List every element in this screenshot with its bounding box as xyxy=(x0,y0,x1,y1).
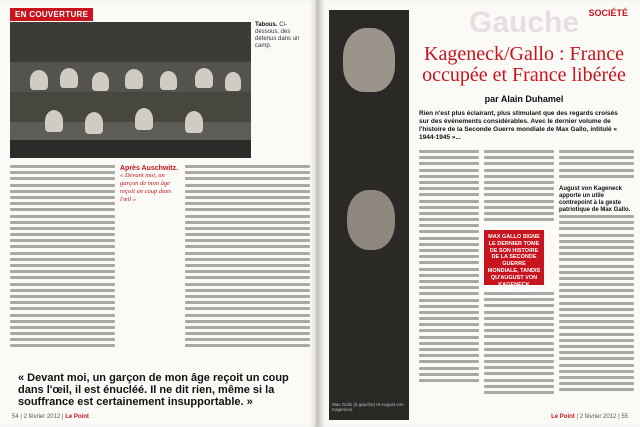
article-subhead: August von Kageneck apporte un utile contrepoint à la geste patriotique de Max Gallo. xyxy=(559,186,631,213)
highlight-box: MAX GALLO SIGNE LE DERNIER TOME DE SON HISTOIRE DE LA SECONDE GUERRE MONDIALE, TANDIS QU'AUGUST VON KAGENECK xyxy=(484,230,544,285)
background-title: Gauche xyxy=(469,6,580,39)
side-note-heading: Après Auschwitz. xyxy=(120,165,179,172)
page-number: 55 xyxy=(621,414,628,420)
caption-title: Tabous. xyxy=(255,22,278,28)
section-rubric: EN COUVERTURE xyxy=(10,8,93,21)
left-footer: 54 | 2 février 2012 | Le Point xyxy=(12,414,89,420)
side-note xyxy=(120,165,180,204)
page-number: 54 xyxy=(12,414,19,420)
article-column-a xyxy=(419,150,479,405)
article-title: Kageneck/Gallo : France occupée et France libérée xyxy=(422,43,626,86)
side-note-text: « Devant moi, un garçon de mon âge reçoit un coup dans l'œil » xyxy=(120,172,172,203)
right-page xyxy=(319,0,640,427)
brand-name: Le Point xyxy=(65,414,89,420)
left-page xyxy=(0,0,317,427)
byline: par Alain Duhamel xyxy=(484,94,564,104)
article-column-c-top xyxy=(559,150,634,184)
issue-date: 2 février 2012 xyxy=(23,414,61,420)
brand-name: Le Point xyxy=(551,414,575,420)
issue-date: 2 février 2012 xyxy=(579,414,617,420)
article-column-c-bottom xyxy=(559,215,634,405)
photo-caption xyxy=(255,22,307,50)
right-footer: Le Point | 2 février 2012 | 55 xyxy=(551,414,628,420)
article-column-b-bottom xyxy=(484,292,554,405)
article-column-2 xyxy=(185,165,310,365)
article-column-1 xyxy=(10,165,115,365)
article-column-b-top xyxy=(484,150,554,225)
caption-text: Ci-dessous, des détenus dans un camp. xyxy=(255,22,300,49)
portrait-caption: Max Gallo (à gauche) et August von Kageneck. xyxy=(332,402,404,412)
article-intro: Rien n'est plus éclairant, plus stimulant que des regards croisés sur des événements considérables. Avec le dernier volume de l'histoire de la Seconde Guerre mondiale de Max Gallo, intitulé « 1944-1945 »... xyxy=(419,110,618,141)
pull-quote: « Devant moi, un garçon de mon âge reçoit un coup dans l'œil, il est énucléé. Il ne dit rien, même si la souffrance est certainement insupportable. » xyxy=(18,372,289,408)
section-rubric: SOCIÉTÉ xyxy=(588,8,628,18)
concentration-camp-photo xyxy=(10,22,251,158)
author-portrait-photo xyxy=(329,10,409,420)
